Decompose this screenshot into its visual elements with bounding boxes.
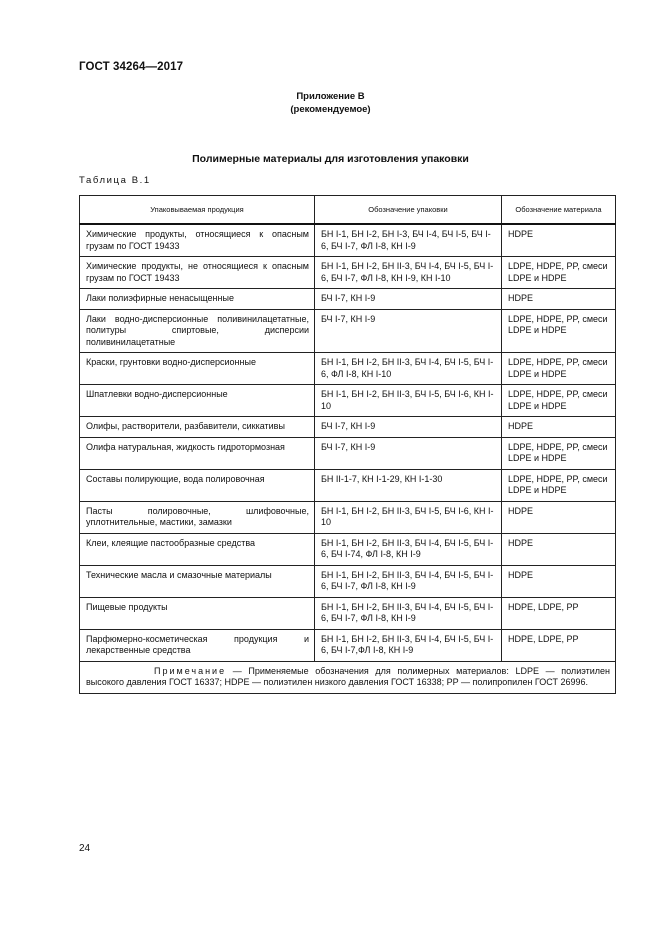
cell-material: LDPE, HDPE, PP, смеси LDPE и HDPE [502, 257, 616, 289]
cell-packaging: БН I-1, БН I-2, БН II-3, БЧ I-4, БЧ I-5, БЧ I-6, БЧ I-74, ФЛ I-8, КН I-9 [315, 533, 502, 565]
cell-packaging: БН I-1, БН I-2, БН II-3, БЧ I-4, БЧ I-5, БЧ I-6, БЧ I-7, ФЛ I-8, КН I-9 [315, 565, 502, 597]
table-row [80, 289, 616, 310]
cell-product: Олифа натуральная, жидкость гидротормозная [80, 437, 315, 469]
materials-table [79, 195, 616, 694]
cell-material: LDPE, HDPE, PP, смеси LDPE и HDPE [502, 437, 616, 469]
table-row [80, 417, 616, 438]
cell-packaging: БН I-1, БН I-2, БН II-3, БЧ I-4, БЧ I-5, БЧ I-6, БЧ I-7,ФЛ I-8, КН I-9 [315, 629, 502, 661]
cell-product: Краски, грунтовки водно-дисперсионные [80, 353, 315, 385]
header-packaging: Обозначение упаковки [315, 196, 502, 225]
document-code: ГОСТ 34264—2017 [79, 61, 184, 73]
cell-material: HDPE [502, 289, 616, 310]
cell-packaging: БН I-1, БН I-2, БН II-3, БЧ I-4, БЧ I-5, БЧ I-6, БЧ I-7, ФЛ I-8, КН I-9 [315, 597, 502, 629]
cell-packaging: БН I-1, БН I-2, БН II-3, БЧ I-4, БЧ I-5, БЧ I-6, ФЛ I-8, КН I-10 [315, 353, 502, 385]
cell-packaging: БЧ I-7, КН I-9 [315, 309, 502, 353]
table-note [80, 661, 616, 693]
table-row [80, 629, 616, 661]
table-row [80, 437, 616, 469]
header-material: Обозначение материала [502, 196, 616, 225]
table-note-row [80, 661, 616, 693]
table-row [80, 257, 616, 289]
cell-product: Лаки водно-дисперсионные поливинилацетатные, политуры спиртовые, дисперсии поливинилацетатные [80, 309, 315, 353]
table-row [80, 224, 616, 257]
cell-product: Химические продукты, относящиеся к опасным грузам по ГОСТ 19433 [80, 224, 315, 257]
cell-material: HDPE [502, 501, 616, 533]
note-text: — Применяемые обозначения для полимерных материалов: LDPE — полиэтилен высокого давления ГОСТ 16337; HDPE — полиэтилен низкого давления ГОСТ 16338; PP — полипропилен ГОСТ 26996. [86, 665, 610, 687]
cell-product: Шпатлевки водно-дисперсионные [80, 385, 315, 417]
table-body [80, 224, 616, 661]
cell-product: Составы полирующие, вода полировочная [80, 469, 315, 501]
cell-packaging: БЧ I-7, КН I-9 [315, 437, 502, 469]
section-title: Полимерные материалы для изготовления упаковки [192, 153, 469, 165]
table-row [80, 565, 616, 597]
note-label: Примечание [154, 665, 227, 676]
cell-material: LDPE, HDPE, PP, смеси LDPE и HDPE [502, 385, 616, 417]
cell-material: HDPE [502, 417, 616, 438]
table-row [80, 469, 616, 501]
cell-product: Пищевые продукты [80, 597, 315, 629]
table-caption: Таблица В.1 [79, 175, 151, 186]
cell-material: LDPE, HDPE, PP, смеси LDPE и HDPE [502, 353, 616, 385]
table-row [80, 501, 616, 533]
cell-material: HDPE [502, 565, 616, 597]
cell-material: HDPE [502, 224, 616, 257]
cell-product: Технические масла и смазочные материалы [80, 565, 315, 597]
cell-product: Парфюмерно-косметическая продукция и лекарственные средства [80, 629, 315, 661]
cell-material: HDPE, LDPE, PP [502, 597, 616, 629]
cell-product: Олифы, растворители, разбавители, сиккативы [80, 417, 315, 438]
table-row [80, 353, 616, 385]
header-product: Упаковываемая продукция [80, 196, 315, 225]
cell-product: Лаки полиэфирные ненасыщенные [80, 289, 315, 310]
cell-product: Химические продукты, не относящиеся к опасным грузам по ГОСТ 19433 [80, 257, 315, 289]
cell-packaging: БН I-1, БН I-2, БН II-3, БЧ I-4, БЧ I-5, БЧ I-6, БЧ I-7, ФЛ I-8, КН I-9, КН I-10 [315, 257, 502, 289]
table-header-row [80, 196, 616, 225]
cell-packaging: БН I-1, БН I-2, БН I-3, БЧ I-4, БЧ I-5, БЧ I-6, БЧ I-7, ФЛ I-8, КН I-9 [315, 224, 502, 257]
cell-material: LDPE, HDPE, PP, смеси LDPE и HDPE [502, 309, 616, 353]
page-number: 24 [79, 843, 91, 854]
appendix-subtitle: (рекомендуемое) [290, 103, 371, 115]
cell-packaging: БЧ I-7, КН I-9 [315, 289, 502, 310]
cell-packaging: БЧ I-7, КН I-9 [315, 417, 502, 438]
cell-packaging: БН II-1-7, КН I-1-29, КН I-1-30 [315, 469, 502, 501]
cell-product: Пасты полировочные, шлифовочные, уплотнительные, мастики, замазки [80, 501, 315, 533]
cell-material: HDPE [502, 533, 616, 565]
cell-material: LDPE, HDPE, PP, смеси LDPE и HDPE [502, 469, 616, 501]
table-row [80, 597, 616, 629]
cell-packaging: БН I-1, БН I-2, БН II-3, БЧ I-5, БЧ I-6, КН I-10 [315, 385, 502, 417]
cell-material: HDPE, LDPE, PP [502, 629, 616, 661]
appendix-heading [0, 91, 661, 116]
table-row [80, 533, 616, 565]
cell-packaging: БН I-1, БН I-2, БН II-3, БЧ I-5, БЧ I-6, КН I-10 [315, 501, 502, 533]
appendix-title: Приложение В [296, 91, 365, 102]
table-row [80, 309, 616, 353]
table-row [80, 385, 616, 417]
cell-product: Клеи, клеящие пастообразные средства [80, 533, 315, 565]
